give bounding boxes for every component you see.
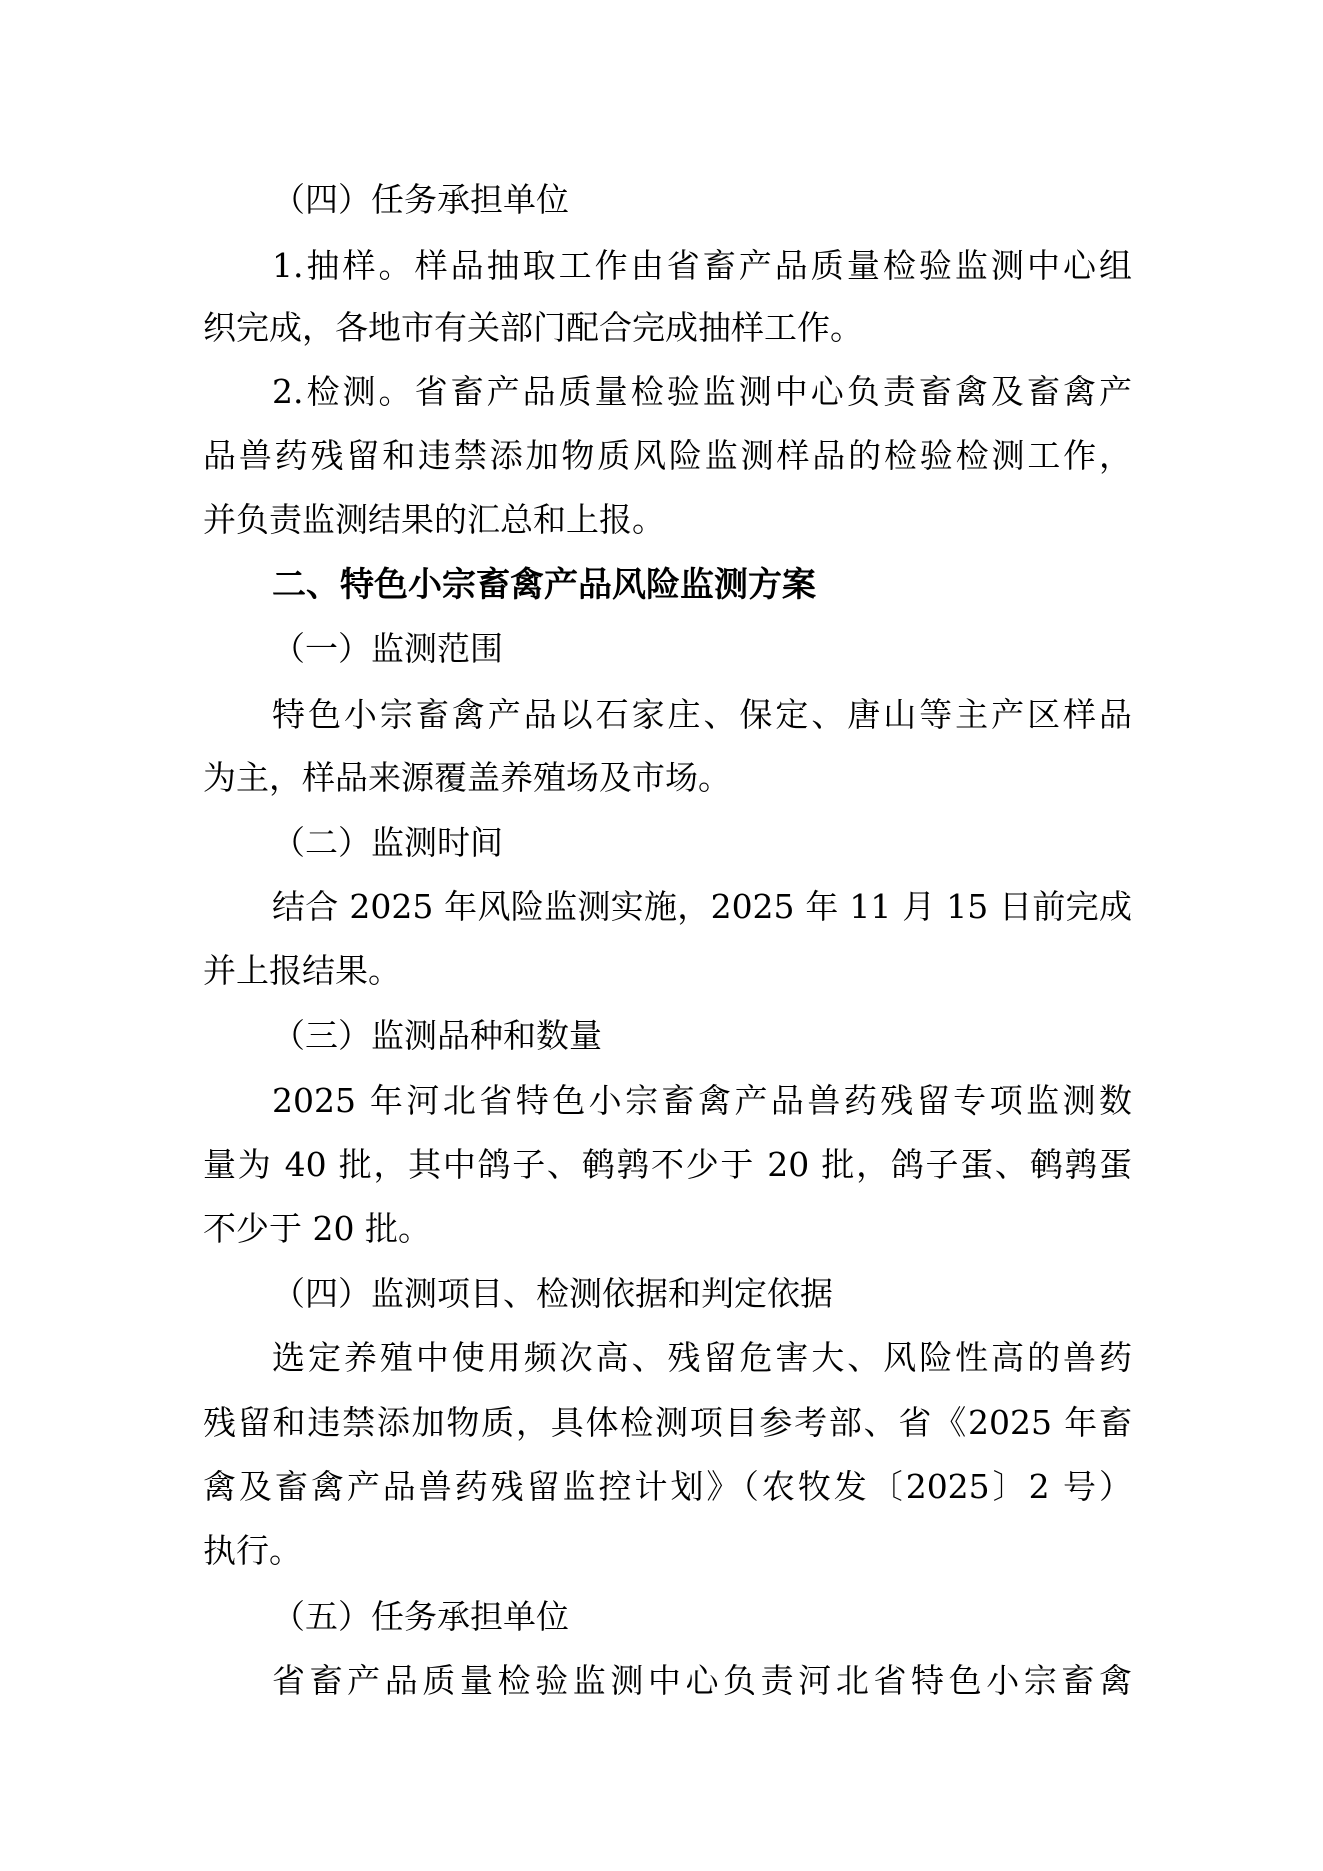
paragraph-line: 并负责监测结果的汇总和上报。 [203,500,665,539]
paragraph-line: 省畜产品质量检验监测中心负责河北省特色小宗畜禽 [272,1661,1132,1700]
paragraph-line: 选定养殖中使用频次高、残留危害大、风险性高的兽药 [272,1338,1132,1377]
paragraph-line: 结合 2025 年风险监测实施，2025 年 11 月 15 日前完成 [272,887,1132,926]
subheading-task-units-5: （五）任务承担单位 [272,1597,569,1636]
subheading-items-basis: （四）监测项目、检测依据和判定依据 [272,1274,833,1313]
paragraph-line: 2.检测。省畜产品质量检验监测中心负责畜禽及畜禽产 [272,372,1132,411]
paragraph-line: 残留和违禁添加物质，具体检测项目参考部、省《2025 年畜 [203,1403,1132,1442]
paragraph-line: 执行。 [203,1531,302,1570]
paragraph-line: 1.抽样。样品抽取工作由省畜产品质量检验监测中心组 [272,246,1132,285]
paragraph-line: 并上报结果。 [203,951,401,990]
paragraph-line: 不少于 20 批。 [203,1209,431,1248]
paragraph-line: 为主，样品来源覆盖养殖场及市场。 [203,758,731,797]
subheading-scope: （一）监测范围 [272,629,503,668]
paragraph-line: 织完成，各地市有关部门配合完成抽样工作。 [203,308,863,347]
subheading-time: （二）监测时间 [272,823,503,862]
paragraph-line: 特色小宗畜禽产品以石家庄、保定、唐山等主产区样品 [272,695,1132,734]
subheading-task-units-4: （四）任务承担单位 [272,180,569,219]
section-heading-2: 二、特色小宗畜禽产品风险监测方案 [272,565,816,605]
paragraph-line: 2025 年河北省特色小宗畜禽产品兽药残留专项监测数 [272,1081,1132,1120]
subheading-varieties: （三）监测品种和数量 [272,1016,602,1055]
paragraph-line: 量为 40 批，其中鸽子、鹌鹑不少于 20 批，鸽子蛋、鹌鹑蛋 [203,1145,1132,1184]
paragraph-line: 品兽药残留和违禁添加物质风险监测样品的检验检测工作， [203,436,1132,475]
paragraph-line: 禽及畜禽产品兽药残留监控计划》（农牧发〔2025〕2 号） [203,1467,1132,1506]
